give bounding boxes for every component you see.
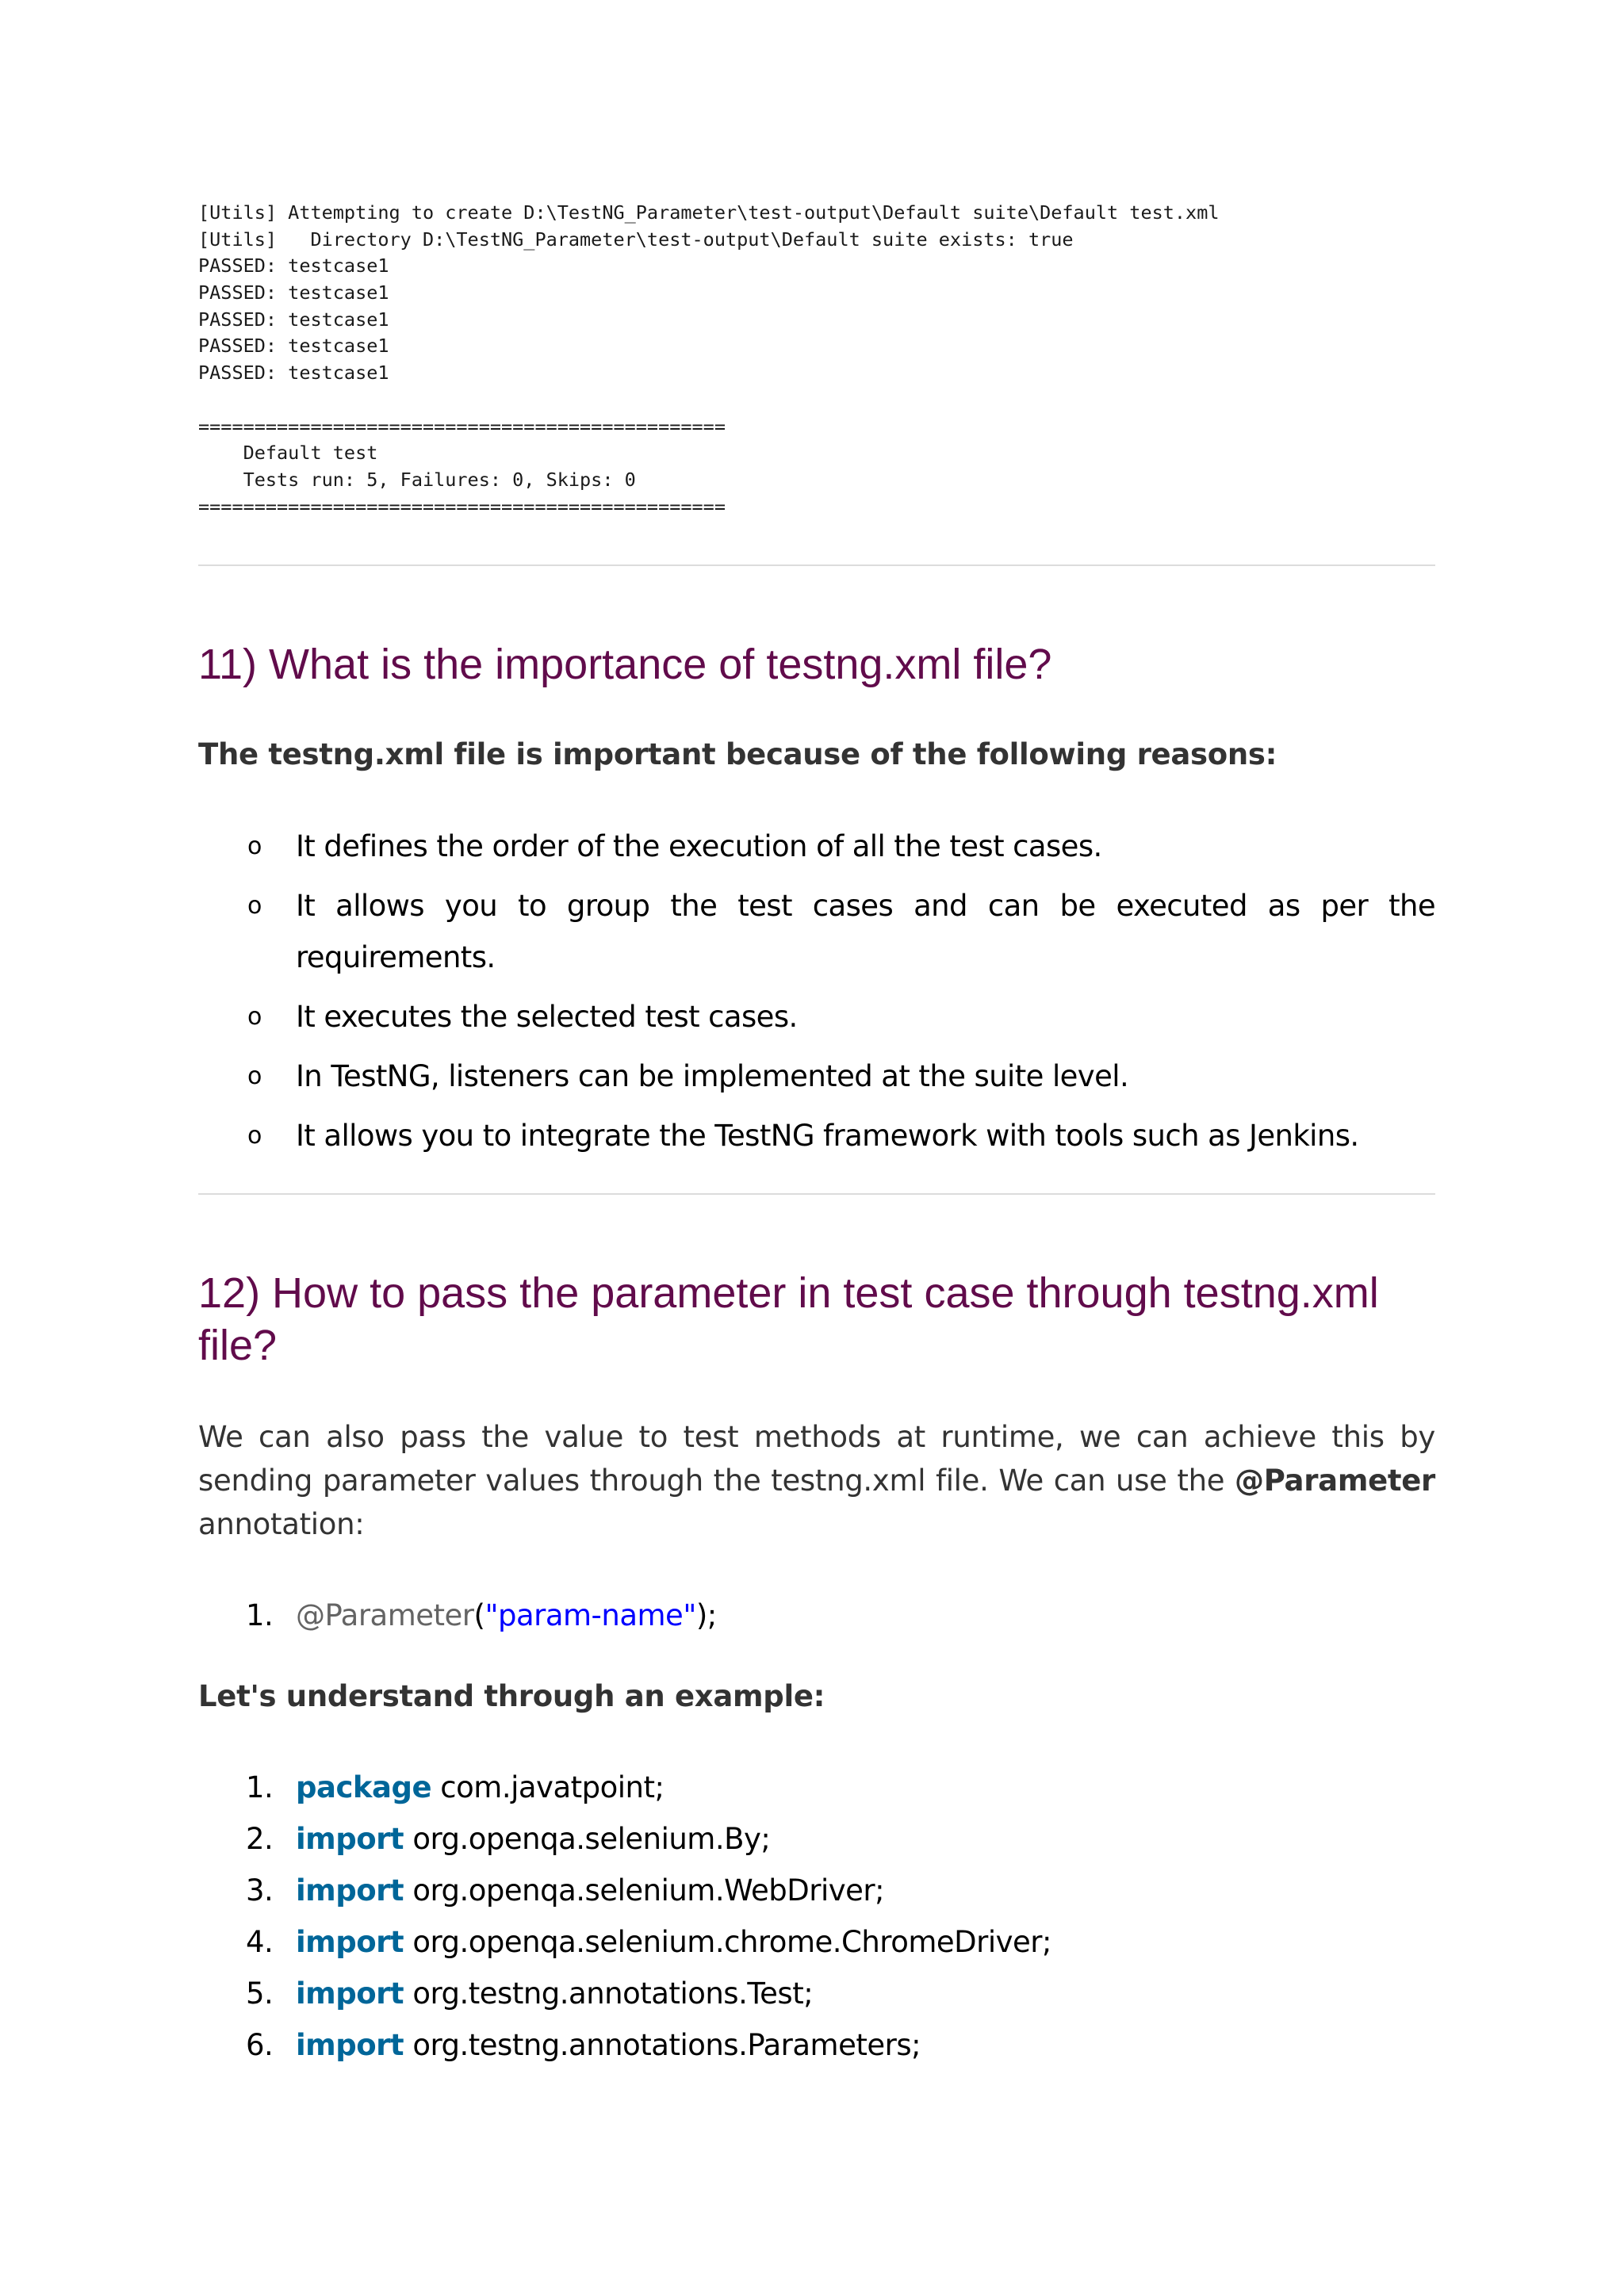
paren-close: ); bbox=[695, 1598, 717, 1632]
console-line: PASSED: testcase1 bbox=[198, 281, 389, 304]
line-number: 1. bbox=[246, 1598, 274, 1632]
console-line: PASSED: testcase1 bbox=[198, 254, 389, 277]
code-line bbox=[198, 1762, 1435, 1813]
list-item-text: It executes the selected test cases. bbox=[296, 1000, 798, 1034]
code-text: org.openqa.selenium.By; bbox=[404, 1822, 771, 1856]
section-12-paragraph bbox=[198, 1415, 1435, 1546]
line-number: 1. bbox=[246, 1770, 274, 1804]
bullet-marker: o bbox=[247, 1122, 262, 1150]
code-line bbox=[198, 1916, 1435, 1968]
code-line bbox=[198, 2019, 1435, 2071]
section-divider bbox=[198, 564, 1435, 566]
console-line: =============================================== bbox=[198, 415, 726, 438]
console-line: Default test bbox=[198, 442, 378, 465]
code-text: org.testng.annotations.Parameters; bbox=[404, 2028, 921, 2062]
console-line: [Utils] Attempting to create D:\TestNG_Parameter\test-output\Default suite\Default test.xml bbox=[198, 201, 1220, 224]
keyword-token: import bbox=[296, 1976, 404, 2011]
section-11-heading: 11) What is the importance of testng.xml file? bbox=[198, 641, 1052, 688]
list-item bbox=[198, 880, 1435, 983]
list-item-text: It allows you to group the test cases and can be executed as per the requirements. bbox=[296, 889, 1435, 974]
bullet-marker: o bbox=[247, 832, 262, 860]
paragraph-text-end: annotation: bbox=[198, 1507, 365, 1541]
code-line bbox=[198, 1813, 1435, 1865]
bullet-marker: o bbox=[247, 1062, 262, 1090]
console-output bbox=[198, 200, 1435, 520]
annotation-token: @Parameter bbox=[296, 1598, 474, 1632]
keyword-token: import bbox=[296, 1925, 404, 1959]
reasons-list bbox=[198, 821, 1435, 1169]
line-number: 3. bbox=[246, 1873, 274, 1908]
keyword-token: import bbox=[296, 1873, 404, 1908]
paren-open: ( bbox=[473, 1598, 485, 1632]
bullet-marker: o bbox=[247, 1003, 262, 1031]
list-item bbox=[198, 821, 1435, 872]
code-text: org.openqa.selenium.chrome.ChromeDriver; bbox=[404, 1925, 1051, 1959]
list-item bbox=[198, 1110, 1435, 1161]
list-item-text: It allows you to integrate the TestNG framework with tools such as Jenkins. bbox=[296, 1119, 1359, 1153]
console-line: PASSED: testcase1 bbox=[198, 362, 389, 385]
line-number: 2. bbox=[246, 1822, 274, 1856]
console-line: =============================================== bbox=[198, 495, 726, 518]
code-line bbox=[198, 1865, 1435, 1916]
console-line: PASSED: testcase1 bbox=[198, 308, 389, 331]
keyword-token: package bbox=[296, 1770, 432, 1804]
section-11-intro: The testng.xml file is important because of the following reasons: bbox=[198, 737, 1277, 771]
code-text: org.openqa.selenium.WebDriver; bbox=[404, 1873, 885, 1908]
keyword-token: import bbox=[296, 1822, 404, 1856]
list-item-text: It defines the order of the execution of all the test cases. bbox=[296, 829, 1102, 863]
code-line bbox=[198, 1590, 1435, 1641]
example-label: Let's understand through an example: bbox=[198, 1679, 825, 1713]
code-text: com.javatpoint; bbox=[431, 1770, 665, 1804]
list-item bbox=[198, 991, 1435, 1043]
section-divider bbox=[198, 1193, 1435, 1195]
code-text: org.testng.annotations.Test; bbox=[404, 1976, 814, 2011]
bullet-marker: o bbox=[247, 892, 262, 920]
annotation-snippet bbox=[198, 1590, 1435, 1641]
list-item bbox=[198, 1050, 1435, 1102]
line-number: 5. bbox=[246, 1976, 274, 2011]
list-item-text: In TestNG, listeners can be implemented at the suite level. bbox=[296, 1059, 1129, 1093]
paragraph-text: We can also pass the value to test methods at runtime, we can achieve this by sending parameter values through the testng.xml file. We can use the bbox=[198, 1420, 1435, 1498]
string-token: "param-name" bbox=[485, 1598, 696, 1632]
console-line: [Utils] Directory D:\TestNG_Parameter\test-output\Default suite exists: true bbox=[198, 228, 1074, 251]
line-number: 4. bbox=[246, 1925, 274, 1959]
line-number: 6. bbox=[246, 2028, 274, 2062]
console-line: Tests run: 5, Failures: 0, Skips: 0 bbox=[198, 468, 636, 491]
parameter-annotation-term: @Parameter bbox=[1235, 1464, 1435, 1498]
console-line: PASSED: testcase1 bbox=[198, 335, 389, 358]
section-12-heading: 12) How to pass the parameter in test case through testng.xml file? bbox=[198, 1269, 1379, 1369]
keyword-token: import bbox=[296, 2028, 404, 2062]
code-example bbox=[198, 1762, 1435, 2071]
console-line bbox=[198, 387, 1435, 414]
code-line bbox=[198, 1968, 1435, 2019]
